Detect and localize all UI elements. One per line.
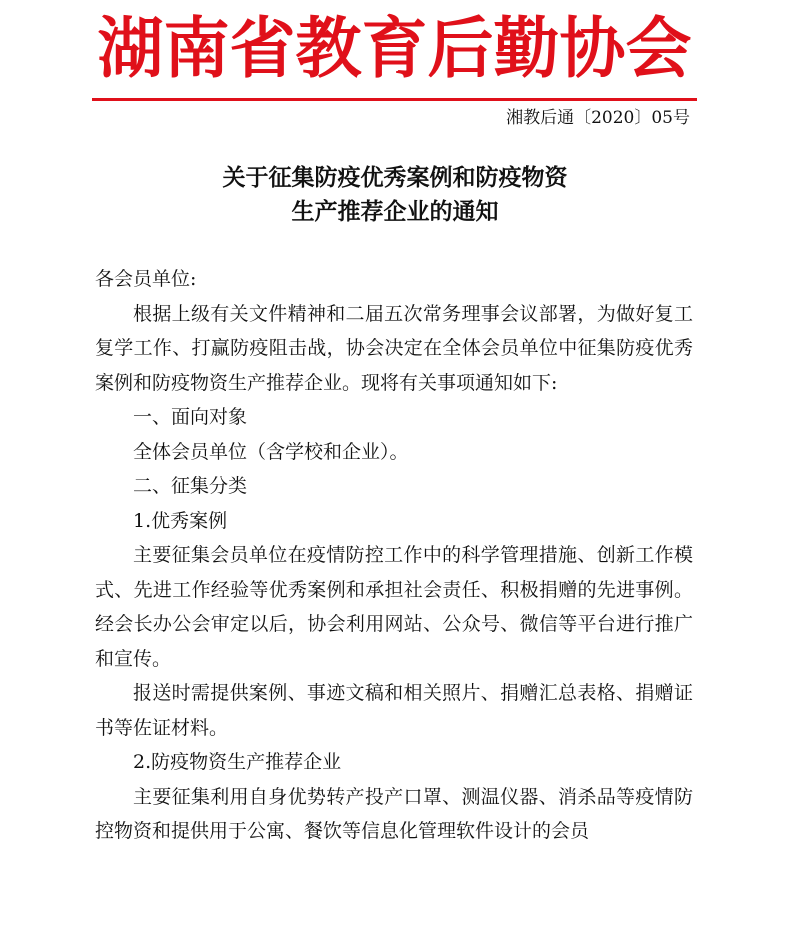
subheading-enterprises: 2.防疫物资生产推荐企业 bbox=[133, 751, 342, 773]
section-heading-categories: 二、征集分类 bbox=[133, 475, 248, 497]
document-number: 湘教后通〔2020〕05号 bbox=[506, 108, 690, 128]
salutation: 各会员单位: bbox=[95, 268, 197, 290]
masthead-red-rule bbox=[92, 98, 697, 101]
title-line-1: 关于征集防疫优秀案例和防疫物资 bbox=[222, 164, 568, 191]
paragraph-cases: 主要征集会员单位在疫情防控工作中的科学管理措施、创新工作模式、先进工作经验等优秀案例和承担社会责任、积极捐赠的先进事例。经会长办公会审定以后，协会利用网站、公众号、微信等平台进行推广和宣传。 bbox=[95, 544, 693, 670]
title-line-2: 生产推荐企业的通知 bbox=[291, 198, 499, 225]
paragraph-submission: 报送时需提供案例、事迹文稿和相关照片、捐赠汇总表格、捐赠证书等佐证材料。 bbox=[95, 682, 693, 739]
paragraph-intro: 根据上级有关文件精神和二届五次常务理事会议部署，为做好复工复学工作、打赢防疫阻击战，协会决定在全体会员单位中征集防疫优秀案例和防疫物资生产推荐企业。现将有关事项通知如下: bbox=[95, 302, 693, 394]
masthead-org-name: 湖南省教育后勤协会 bbox=[97, 9, 692, 87]
paragraph-target: 全体会员单位（含学校和企业）。 bbox=[133, 440, 409, 463]
document-body bbox=[95, 262, 693, 849]
section-heading-target: 一、面向对象 bbox=[133, 406, 248, 428]
document-title bbox=[95, 161, 695, 229]
paragraph-enterprises: 主要征集利用自身优势转产投产口罩、测温仪器、消杀品等疫情防控物资和提供用于公寓、餐饮等信息化管理软件设计的会员 bbox=[95, 785, 693, 842]
subheading-cases: 1.优秀案例 bbox=[133, 509, 228, 532]
